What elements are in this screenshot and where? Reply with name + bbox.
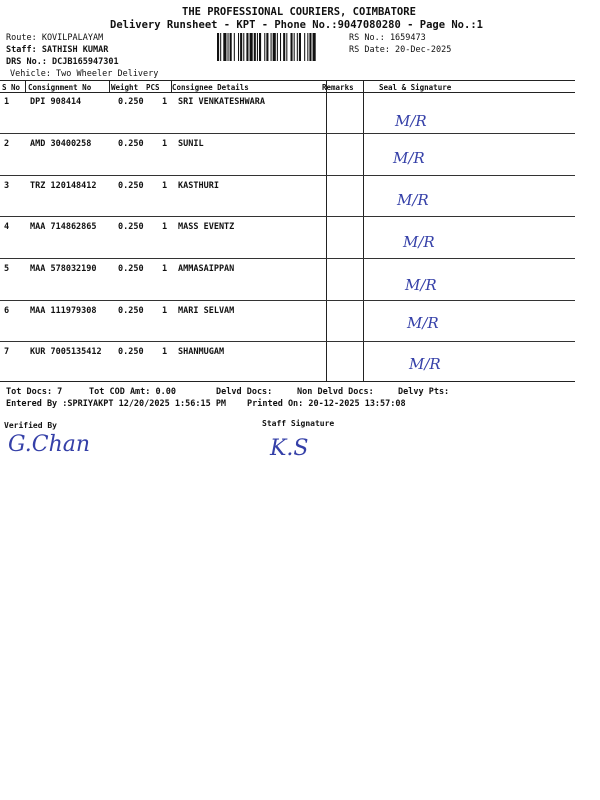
barcode-bar [228, 33, 229, 61]
row-sno: 5 [4, 264, 10, 274]
verified-by-signature: G.Chan [8, 432, 91, 457]
barcode-bar [299, 33, 301, 61]
table-header-border [0, 92, 575, 93]
row-sno: 6 [4, 306, 10, 316]
row-sno: 2 [4, 139, 10, 149]
row-pcs: 1 [162, 222, 168, 232]
table-top-border [0, 80, 575, 81]
row-consignment: TRZ 120148412 [30, 181, 97, 191]
row-consignment: KUR 7005135412 [30, 347, 102, 357]
barcode-bar [250, 33, 253, 61]
barcode-bar [238, 33, 239, 61]
row-weight: 0.250 [118, 222, 144, 232]
table-bottom-border [0, 381, 575, 382]
row-consignment: AMD 30400258 [30, 139, 92, 149]
col-header-sno: S No [2, 83, 21, 92]
barcode-bar [309, 33, 311, 61]
barcode-bar [223, 33, 226, 61]
barcode-bar [297, 33, 298, 61]
col-header-consignment: Consignment No [28, 83, 92, 92]
runsheet-subtitle: Delivery Runsheet - KPT - Phone No.:9047080280 - Page No.:1 [110, 19, 483, 31]
row-consignee: MARI SELVAM [178, 306, 235, 316]
total-cod: Tot COD Amt: 0.00 [89, 387, 176, 397]
rs-number: RS No.: 1659473 [349, 33, 426, 43]
col-header-pcs: PCS [146, 83, 160, 92]
barcode-bar [259, 33, 261, 61]
row-weight: 0.250 [118, 306, 144, 316]
barcode-bar [280, 33, 281, 61]
barcode-bar [291, 33, 293, 61]
col-header-weight: Weight [111, 83, 139, 92]
entered-by: Entered By :SPRIYAKPT 12/20/2025 1:56:15 PM [6, 399, 227, 409]
row-signature: M/R [393, 149, 425, 167]
row-consignment: MAA 578032190 [30, 264, 97, 274]
rs-date: RS Date: 20-Dec-2025 [349, 45, 452, 55]
row-weight: 0.250 [118, 181, 144, 191]
col-sep [25, 80, 26, 92]
barcode-bar [240, 33, 242, 61]
row-consignment: DPI 908414 [30, 97, 82, 107]
row-divider [0, 216, 575, 217]
row-consignment: MAA 111979308 [30, 306, 97, 316]
row-consignee: KASTHURI [178, 181, 219, 191]
barcode-bar [230, 33, 232, 61]
barcode-bar [286, 33, 287, 61]
verified-by-label: Verified By [4, 421, 57, 430]
barcode-bar [277, 33, 278, 61]
row-sno: 1 [4, 97, 10, 107]
row-divider [0, 258, 575, 259]
col-header-seal: Seal & Signature [379, 83, 452, 92]
row-signature: M/R [397, 191, 429, 209]
barcode-bar [264, 33, 265, 61]
row-weight: 0.250 [118, 347, 144, 357]
row-divider [0, 175, 575, 176]
barcode-bar [294, 33, 295, 61]
row-sno: 7 [4, 347, 10, 357]
row-sno: 4 [4, 222, 10, 232]
row-weight: 0.250 [118, 139, 144, 149]
barcode-bar [254, 33, 256, 61]
row-consignee: SUNIL [178, 139, 204, 149]
barcode-bar [266, 33, 268, 61]
row-divider [0, 341, 575, 342]
row-pcs: 1 [162, 264, 168, 274]
row-divider [0, 133, 575, 134]
barcode-bar [257, 33, 258, 61]
barcode [217, 33, 345, 61]
row-consignee: SRI VENKATESHWARA [178, 97, 265, 107]
col-sep-seal [363, 80, 364, 381]
row-pcs: 1 [162, 347, 168, 357]
row-pcs: 1 [162, 181, 168, 191]
barcode-bar [243, 33, 244, 61]
col-header-remarks: Remarks [322, 83, 354, 92]
row-signature: M/R [407, 314, 439, 332]
col-sep-remarks [326, 80, 327, 381]
staff-signature-mark: K.S [270, 436, 309, 461]
barcode-bar [307, 33, 308, 61]
row-signature: M/R [403, 233, 435, 251]
row-signature: M/R [395, 112, 427, 130]
staff-signature-label: Staff Signature [262, 419, 335, 428]
barcode-bar [246, 33, 248, 61]
printed-on: Printed On: 20-12-2025 13:57:08 [247, 399, 406, 409]
row-pcs: 1 [162, 97, 168, 107]
row-signature: M/R [409, 355, 441, 373]
vehicle-label: Vehicle: Two Wheeler Delivery [10, 69, 159, 79]
col-header-consignee: Consignee Details [172, 83, 249, 92]
barcode-bar [220, 33, 221, 61]
barcode-bar [273, 33, 276, 61]
barcode-bar [234, 33, 235, 61]
total-docs: Tot Docs: 7 [6, 387, 63, 397]
drs-number: DRS No.: DCJB165947301 [6, 57, 119, 67]
barcode-bar [313, 33, 316, 61]
delivered-docs: Delvd Docs: [216, 387, 273, 397]
row-consignee: AMMASAIPPAN [178, 264, 235, 274]
non-delivered-docs: Non Delvd Docs: [297, 387, 374, 397]
row-sno: 3 [4, 181, 10, 191]
delivery-points: Delvy Pts: [398, 387, 450, 397]
row-consignment: MAA 714862865 [30, 222, 97, 232]
row-weight: 0.250 [118, 97, 144, 107]
row-weight: 0.250 [118, 264, 144, 274]
barcode-bar [271, 33, 272, 61]
row-divider [0, 300, 575, 301]
row-pcs: 1 [162, 306, 168, 316]
row-pcs: 1 [162, 139, 168, 149]
row-consignee: SHANMUGAM [178, 347, 225, 357]
barcode-bar [217, 33, 219, 61]
route-label: Route: KOVILPALAYAM [6, 33, 104, 43]
col-sep [109, 80, 110, 92]
barcode-bar [304, 33, 305, 61]
row-signature: M/R [405, 276, 437, 294]
staff-label: Staff: SATHISH KUMAR [6, 45, 109, 55]
barcode-bar [283, 33, 285, 61]
row-consignee: MASS EVENTZ [178, 222, 235, 232]
company-title: THE PROFESSIONAL COURIERS, COIMBATORE [182, 6, 416, 18]
